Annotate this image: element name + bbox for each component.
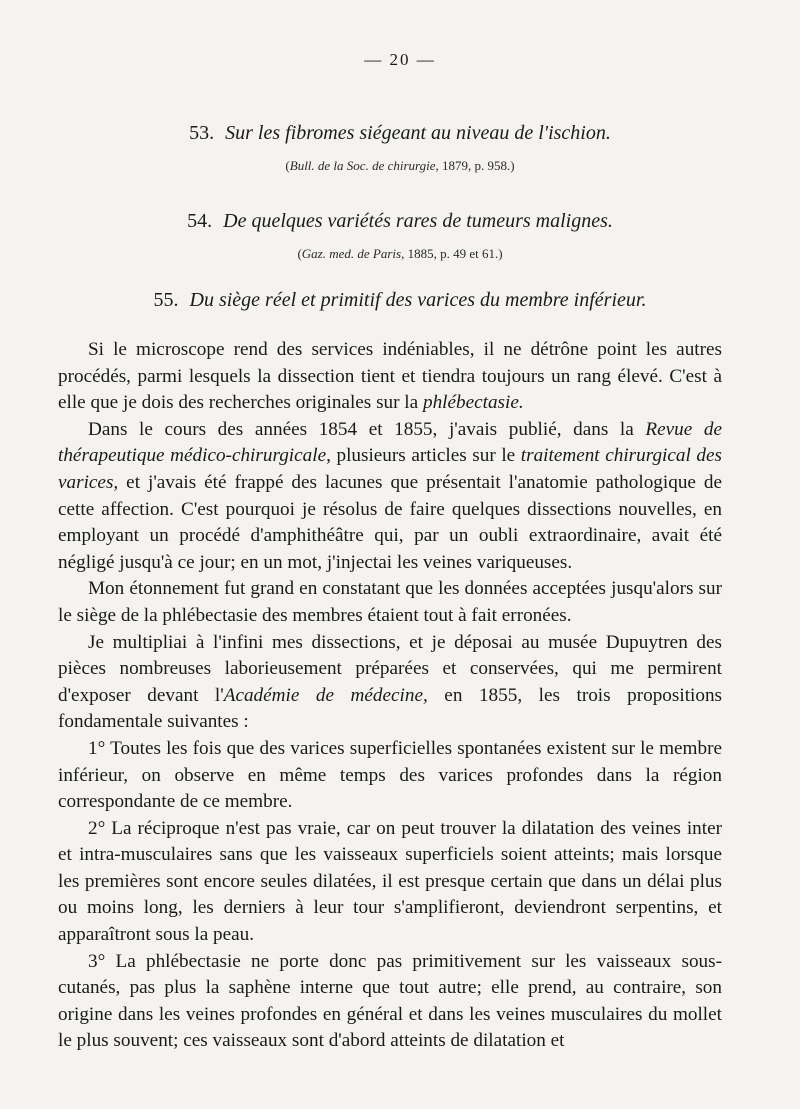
- entry-54-source: (Gaz. med. de Paris, 1885, p. 49 et 61.): [297, 246, 503, 261]
- text-run: Si le microscope rend des services indéniables, il ne détrône point les autres procédés, parmi lesquels la dissection tient et tiendra toujours un rang élevé. C'est à elle que je dois des recherches originales sur la: [58, 339, 722, 414]
- entry-number: 53.: [189, 122, 215, 144]
- entry-53-source: (Bull. de la Soc. de chirurgie, 1879, p. 958.): [285, 158, 515, 173]
- paragraph: 1° Toutes les fois que des varices superficielles spontanées existent sur le membre inférieur, on observe en même temps des varices profondes dans la région correspondante de ce membre.: [58, 737, 722, 813]
- emphasis: phlébectasie.: [422, 392, 524, 414]
- entry-title: Du siège réel et primitif des varices du membre inférieur.: [189, 289, 647, 311]
- paragraph: [58, 417, 722, 577]
- source-details: 1885, p. 49 et 61.): [407, 246, 503, 261]
- entry-title: De quelques variétés rares de tumeurs malignes.: [223, 210, 613, 232]
- paragraph: [58, 337, 722, 417]
- emphasis: Revue de thérapeutique médico-chirurgicale,: [58, 418, 722, 467]
- text-run: Dans le cours des années 1854 et 1855, j'avais publié, dans la: [88, 418, 646, 440]
- paragraph: 2° La réciproque n'est pas vraie, car on peut trouver la dilatation des veines inter et intra-musculaires sans que les vaisseaux superficiels soient atteints; mais lorsque les premières sont encore seules dilatées, il est presque certain que dans un délai plus ou moins long, les derniers à leur tour s'amplifieront, deviendront serpentins, et apparaîtront sous la peau.: [58, 817, 722, 946]
- entry-number: 54.: [187, 210, 213, 232]
- text-run: Je multipliai à l'infini mes dissections, et je déposai au musée Dupuytren des pièces nombreuses laborieusement préparées et conservées, qui me permirent d'exposer devant l': [58, 631, 722, 706]
- page-number: — 20 —: [364, 50, 436, 69]
- text-run: en 1855, les trois propositions fondamentale suivantes :: [58, 684, 723, 733]
- entry-title: Sur les fibromes siégeant au niveau de l'ischion.: [225, 122, 611, 144]
- source-publication: Bull. de la Soc. de chirurgie,: [289, 158, 439, 173]
- entry-54: [0, 210, 800, 233]
- entry-53: [0, 122, 800, 145]
- entry-number: 55.: [153, 289, 179, 311]
- source-publication: Gaz. med. de Paris,: [301, 246, 405, 261]
- text-run: plusieurs articles sur le: [330, 445, 521, 467]
- entry-55: [0, 289, 800, 312]
- body-text: [58, 337, 722, 1055]
- paragraph: [58, 630, 722, 736]
- emphasis: traitement chirurgical des varices,: [58, 445, 722, 493]
- paragraph: Mon étonnement fut grand en constatant que les données acceptées jusqu'alors sur le siège de la phlébectasie des membres étaient tout à fait erronées.: [58, 578, 722, 626]
- emphasis: Académie de médecine,: [223, 684, 428, 706]
- paragraph: 3° La phlébectasie ne porte donc pas primitivement sur les vaisseaux sous-cutanés, pas plus la saphène interne que tout autre; elle prend, au contraire, son origine dans les veines profondes en général et dans les veines musculaires du mollet le plus souvent; ces vaisseaux sont d'abord atteints de dilatation et: [58, 950, 722, 1052]
- text-run: et j'avais été frappé des lacunes que présentait l'anatomie pathologique de cette affection. C'est pourquoi je résolus de faire quelques dissections nouvelles, en employant un procédé d'amphithéâtre qui, par un oubli extraordinaire, avait été négligé jusqu'à ce jour; en un mot, j'injectai les veines variqueuses.: [58, 471, 722, 573]
- source-details: 1879, p. 958.): [442, 158, 515, 173]
